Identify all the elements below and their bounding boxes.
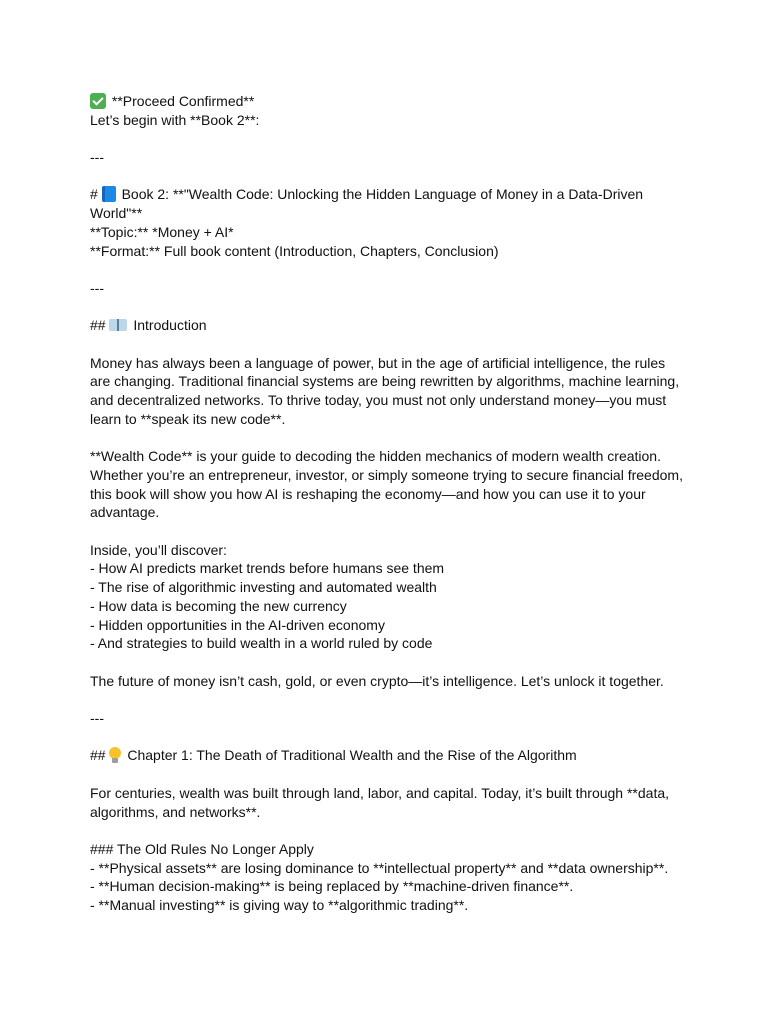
list-item: - How AI predicts market trends before humans see them — [90, 560, 445, 577]
light-bulb-icon — [109, 747, 121, 763]
heading-marker: ## — [90, 317, 110, 334]
list-item: - Hidden opportunities in the AI-driven economy — [90, 616, 385, 633]
chapter1-heading-text: Chapter 1: The Death of Traditional Wealth and the Rise of the Algorithm — [123, 747, 577, 764]
separator: --- — [90, 279, 104, 296]
book-format: **Format:** Full book content (Introduction, Chapters, Conclusion) — [90, 242, 499, 259]
heading-marker: # — [90, 186, 102, 203]
book-title-text: Book 2: **"Wealth Code: Unlocking the Hidden Language of Money in a Data-Driven — [117, 186, 644, 203]
check-mark-icon — [90, 93, 106, 109]
chapter1-subheading: ### The Old Rules No Longer Apply — [90, 840, 314, 857]
blue-book-icon — [102, 186, 116, 202]
introduction-heading — [90, 316, 690, 335]
begin-line: Let’s begin with **Book 2**: — [90, 111, 260, 128]
intro-para2-line: this book will show you how AI is reshaping the economy—and how you can use it to your — [90, 485, 646, 502]
chapter1-para-line: algorithms, and networks**. — [90, 803, 261, 820]
list-item: - **Manual investing** is giving way to **algorithmic trading**. — [90, 897, 469, 914]
intro-para1-line: and decentralized networks. To thrive today, you must not only understand money—you must — [90, 392, 667, 409]
intro-para1-line: Money has always been a language of power, but in the age of artificial intelligence, the rules — [90, 354, 666, 371]
open-book-icon — [109, 319, 127, 331]
heading-marker: ## — [90, 747, 110, 764]
list-item: - The rise of algorithmic investing and automated wealth — [90, 579, 437, 596]
chapter1-heading — [90, 746, 690, 765]
book-title-line-2: World"** — [90, 205, 143, 222]
list-item: - **Physical assets** are losing dominance to **intellectual property** and **data ownership**. — [90, 859, 669, 876]
intro-para2-line: advantage. — [90, 504, 160, 521]
list-item: - **Human decision-making** is being replaced by **machine-driven finance**. — [90, 878, 574, 895]
book-title-line-1 — [90, 185, 690, 204]
confirm-line — [90, 92, 690, 111]
separator: --- — [90, 149, 104, 166]
intro-para1-line: learn to **speak its new code**. — [90, 410, 286, 427]
intro-para2-line: Whether you’re an entrepreneur, investor, or simply someone trying to secure financial freedom, — [90, 466, 683, 483]
discover-intro: Inside, you’ll discover: — [90, 541, 227, 558]
introduction-heading-text: Introduction — [129, 317, 207, 334]
separator: --- — [90, 710, 104, 727]
intro-closing: The future of money isn’t cash, gold, or even crypto—it’s intelligence. Let’s unlock it together. — [90, 672, 664, 689]
intro-para2-line: **Wealth Code** is your guide to decoding the hidden mechanics of modern wealth creation. — [90, 448, 661, 465]
book-topic: **Topic:** *Money + AI* — [90, 223, 234, 240]
intro-para1-line: are changing. Traditional financial systems are being rewritten by algorithms, machine learning, — [90, 373, 680, 390]
list-item: - How data is becoming the new currency — [90, 597, 347, 614]
list-item: - And strategies to build wealth in a world ruled by code — [90, 635, 433, 652]
document-content — [90, 92, 690, 915]
chapter1-para-line: For centuries, wealth was built through land, labor, and capital. Today, it’s built through **data, — [90, 784, 670, 801]
confirm-text: **Proceed Confirmed** — [111, 93, 255, 109]
